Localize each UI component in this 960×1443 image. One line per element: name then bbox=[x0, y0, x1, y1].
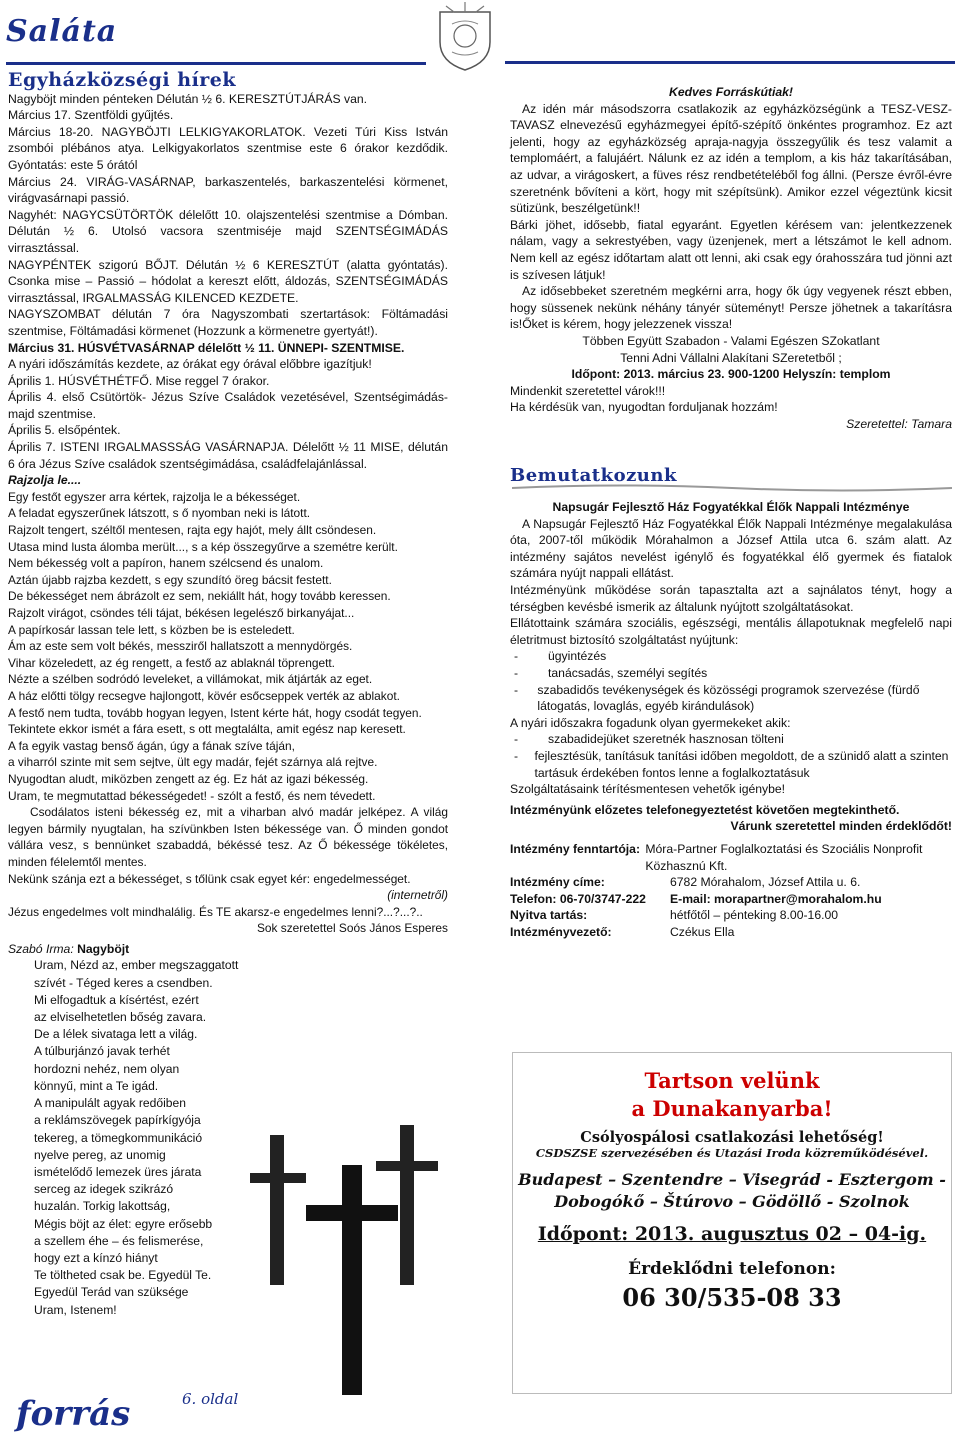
question-line: Ha kérdésük van, nyugodtan forduljanak hozzám! bbox=[510, 400, 778, 415]
news-line: Április 7. ISTENI IRGALMASSSÁG VASÁRNAPJA. Délelőtt ½ 11 MISE, délután 6 óra Jézus Szíve családok szentségimádása, családfelajánlással. bbox=[8, 440, 448, 471]
info-row: Intézményvezető: Czékus Ella bbox=[510, 924, 735, 939]
ad-headline: Tartson velünk bbox=[644, 1068, 820, 1093]
ad-phone: 06 30/535-08 33 bbox=[622, 1283, 842, 1312]
prayer-line: Rajzolt virágot, csöndes téli tájat, békésen legelésző birkanyájat... bbox=[8, 606, 355, 620]
news-line: Március 17. Szentföldi gyűjtés. bbox=[8, 108, 174, 123]
info-row: Nyitva tartás: hétfőtől – pénteking 8.00-16.00 bbox=[510, 908, 839, 923]
prayer-line: A ház előtti tölgy recsegve hajlongott, kövér esőcseppek verték az ablakot. bbox=[8, 688, 400, 703]
info-row: Intézmény címe: 6782 Mórahalom, József Attila u. 6. bbox=[510, 875, 861, 890]
prayer-line: Nem békesség volt a papíron, hanem szélcsend és unalom. bbox=[8, 556, 324, 571]
event-time: Időpont: 2013. március 23. 900-1200 Helyszín: templom bbox=[571, 367, 891, 382]
poem-line: Egyedül Terád van szüksége bbox=[34, 1285, 189, 1300]
news-line: NAGYSZOMBAT délután 7 óra Nagyszombati szertartások: Föltámadási szentmise, Föltámadási körmenet (Hozzunk a körmenetre gyertyát!). bbox=[8, 307, 448, 338]
poem-line: De a lélek sivataga lett a világ. bbox=[34, 1027, 198, 1042]
ad-route: Budapest – Szentendre – Visegrád - Esztergom - Dobogókő – Štúrovo – Gödöllő - Szolnok bbox=[518, 1170, 946, 1211]
prayer-line: Nekünk szánja ezt a békességet, s tőlünk csak egyet kér: engedelmességet. bbox=[8, 871, 411, 886]
intro-paragraph: Ellátottaink számára szociális, egészségi, mentális állapotuknak megfelelő napi életritmust biztosító szolgáltatást nyújtunk: bbox=[510, 616, 952, 647]
ad-organizer: CSDSZSE szervezésében és Utazási Iroda közreműködésével. bbox=[535, 1146, 929, 1160]
news-line: A nyári időszámítás kezdete, az órákat egy órával előbbre igazítjuk! bbox=[8, 357, 372, 372]
three-crosses-image bbox=[250, 1095, 490, 1395]
prayer-line: Aztán újabb rajzba kezdett, s egy szundító öreg bácsit festett. bbox=[8, 572, 332, 587]
right-column bbox=[510, 84, 952, 941]
prayer-line: Nyugodtan aludt, miközben zengett az ég. Ez hát az igazi békesség. bbox=[8, 771, 369, 786]
signoff: Szeretettel: Tamara bbox=[846, 416, 952, 431]
prayer-closing: Jézus engedelmes volt mindhalálig. És TE akarsz-e engedelmes lenni?...?...?.. bbox=[8, 904, 423, 919]
poem-line: A manipulált agyak redőiben bbox=[34, 1096, 186, 1111]
logo-text: forrás bbox=[16, 1394, 131, 1434]
prayer-signature: Sok szeretettel Soós János Esperes bbox=[256, 921, 448, 936]
news-line: Április 5. elsőpéntek. bbox=[8, 423, 121, 438]
news-line: Április 1. HÚSVÉTHÉTFŐ. Mise reggel 7 órakor. bbox=[8, 373, 270, 388]
header-rule bbox=[6, 62, 426, 65]
ad-subline: Csólyospálosi csatlakozási lehetőség! bbox=[580, 1129, 884, 1146]
page-header bbox=[6, 14, 426, 60]
poem-line: hordozni nehéz, nem olyan bbox=[34, 1061, 180, 1076]
forras-logo bbox=[6, 1385, 172, 1435]
prayer-line: Egy festőt egyszer arra kértek, rajzolja le a békességet. bbox=[8, 489, 301, 504]
ad-headline: a Dunakanyarba! bbox=[631, 1096, 833, 1121]
news-line: Március 31. HÚSVÉTVASÁRNAP délelőtt ½ 11. ÜNNEPI- SZENTMISE. bbox=[8, 340, 405, 355]
prayer-text bbox=[8, 489, 448, 937]
poem-line: könnyű, mint a Te igád. bbox=[34, 1078, 159, 1093]
poem-line: Mégis böjt az élet: egyre erősebb bbox=[34, 1216, 213, 1231]
prayer-title: Rajzolja le.... bbox=[8, 473, 82, 488]
poem-line: Uram, Nézd az, ember megszaggatott bbox=[34, 958, 239, 973]
poem-line: szívét - Téged keres a csendben. bbox=[34, 975, 213, 990]
poem-line: az elviselhetetlen bőség zavara. bbox=[34, 1010, 207, 1025]
prayer-line: Utasa mind lusta álomba merült..., s a kép összegyűrve a szemétre került. bbox=[8, 539, 398, 554]
poem-line: Uram, Istenem! bbox=[34, 1302, 117, 1317]
phone-note: Intézményünk előzetes telefonegyeztetést követően megtekinthető. bbox=[510, 802, 900, 817]
poem-title: Nagyböjt bbox=[77, 941, 130, 956]
summer-item: - szabadidejüket szeretnék hasznosan tölteni bbox=[514, 732, 784, 747]
paragraph: Bárki jöhet, idősebb, fiatal egyaránt. Egyetlen kérésem van: jelentkezzenek nálam, vagy a sekrestyében, vagy üzenjenek, mert a létszámot le kell adnom. Nem kell az egész időtartam alatt ott lenni, aki csak egy órahosszára tud jönni azt is szívesen látjuk! bbox=[510, 217, 952, 282]
decorative-divider-icon bbox=[512, 483, 952, 493]
news-line: Nagyhét: NAGYCSÜTÖRTÖK délelőtt 10. olajszentelési szentmise a Dómban. Délután ½ 6. Utolsó vacsora szentmiséje majd SZENTSÉGIMÁDÁS virrasztással. bbox=[8, 207, 448, 255]
prayer-line: Nézte a szélben sodródó leveleket, a villámokat, mik átjárták az eget. bbox=[8, 672, 373, 687]
ad-date: Időpont: 2013. augusztus 02 – 04-ig. bbox=[537, 1223, 927, 1245]
prayer-line: Tekintete ekkor ismét a fára esett, s ott megtalálta, amit egész nap keresett. bbox=[8, 722, 406, 737]
poem-line: a szellem éhe – és felismerése, bbox=[34, 1233, 204, 1248]
news-line: Április 4. első Csütörtök- Jézus Szíve Családok vezetésével, Szentségimádás- majd szentmise. bbox=[8, 390, 448, 421]
header-title: Saláta bbox=[6, 14, 118, 49]
prayer-line: a viharról szinte mit sem sejtve, ült egy madár, fejét szárnya alá rejtve. bbox=[8, 755, 378, 770]
info-row: Telefon: 06-70/3747-222 E-mail: morapartner@morahalom.hu bbox=[510, 891, 882, 906]
news-line: Nagyböjt minden pénteken Délután ½ 6. KERESZTÚTJÁRÁS van. bbox=[8, 91, 368, 106]
service-item: - szabadidős tevékenységek és közösségi programok szervezése (fürdő látogatás, lovaglás, egyéb kirándulások) bbox=[514, 682, 920, 714]
prayer-line: Vihar közeledett, az ég rengett, a festő az ablaknál töprengett. bbox=[8, 655, 335, 670]
section-heading-news: Egyházközségi hírek bbox=[8, 69, 237, 91]
page-number: 6. oldal bbox=[182, 1390, 239, 1408]
prayer-line: A feladat egyszerűnek látszott, s ő nyomban neki is látott. bbox=[8, 506, 311, 521]
poem-line: serceg az idegek szikrázó bbox=[34, 1182, 174, 1197]
header-rule-right bbox=[505, 61, 955, 64]
prayer-source: (internetről) bbox=[387, 888, 448, 903]
fees-note: Szolgáltatásaink térítésmentesen vehetők igénybe! bbox=[510, 782, 786, 797]
prayer-line: Uram, te megmutattad békességedet! - szólt a festő, és nem tévedett. bbox=[8, 788, 376, 803]
summer-item: - fejlesztésük, tanításuk tanítási időben megoldott, de a szünidő alatt a szinten tartásuk érdekében fontos lenne a foglalkoztatásuk bbox=[514, 748, 949, 780]
welcome-line: Mindenkit szeretettel várok!!! bbox=[510, 383, 666, 398]
prayer-line: Ám az este sem volt békés, messziről hallatszott a mennydörgés. bbox=[8, 639, 353, 654]
trip-advertisement bbox=[512, 1052, 952, 1394]
poem-line: ismételődő lemezek üres járata bbox=[34, 1164, 202, 1179]
waiting-note: Várunk szeretettel minden érdeklődőt! bbox=[730, 819, 952, 834]
poem-heading bbox=[8, 941, 448, 958]
ad-phone-label: Érdeklődni telefonon: bbox=[628, 1259, 836, 1279]
info-row: Intézmény fenntartója: Móra-Partner Foglalkoztatási és Szociális Nonprofit Közhasznú Kft. bbox=[510, 841, 923, 873]
acronym-line: Többen Együtt Szabadon - Valami Egészen SZokatlant bbox=[582, 333, 880, 348]
poem-line: a reklámszövegek papírkígyója bbox=[34, 1113, 201, 1128]
prayer-line: A fa egyik vastag benső ágán, úgy a fának szíve táján, bbox=[8, 738, 295, 753]
intro-paragraph: Intézményünk működése során tapasztalta azt a sajnálatos tényt, hogy a térségben kevésbé ismerik az általunk nyújtott szolgáltatásokat. bbox=[510, 583, 952, 614]
parish-crest-icon bbox=[432, 2, 498, 72]
paragraph: Az idősebbeket szeretném megkérni arra, hogy ők úgy vegyenek részt ebben, hogy süssenek nekünk néhány tányér süteményt! Persze jöhetnek a takarításra is!Őket is kérem, hogy jelezzenek vissza! bbox=[510, 284, 952, 332]
paragraph: Az idén már másodszorra csatlakozik az egyházközségünk a TESZ-VESZ-TAVASZ elnevezésű egyházmegyei építő-szépítő önkéntes programhoz. Ez azt jelenti, hogy az egyházközség apraja-nagyja összegyűlik és tesz valamit a templomáért, a falujáért. Nálunk ez az idén a templom, a kis ház takarításában, az udvar, a virágoskert, a füves rész rendbetételéből fog állni. (Persze évről-évre szeretnénk bővíteni a kört, hogy mit szépítsünk). Amikor ezzel végeztünk kicsit sütizünk, beszélgetünk!! bbox=[510, 101, 952, 216]
poem-line: A túlburjánzó javak terhét bbox=[34, 1044, 170, 1059]
poem-line: Te töltheted csak be. Egyedül Te. bbox=[34, 1268, 212, 1283]
prayer-line: Csodálatos isteni békesség ez, mit a viharban alvó madár jelképez. A világ legyen bármily nyugtalan, ha szívünkben Isten békessége van. Ő minden gondot vállára vesz, s bennünket szabaddá, békéssé tesz. Az Ő békessége tökéletes, minden félelemtől mentes. bbox=[8, 805, 448, 869]
prayer-line: Rajzolt tengert, széltől mentesen, rajta egy hajót, mely állt csöndesen. bbox=[8, 523, 377, 538]
service-item: - ügyintézés bbox=[514, 649, 607, 664]
news-line: Március 18-20. NAGYBÖJTI LELKIGYAKORLATOK. Vezeti Túri Kiss István zsombói plébános atya. Lelkigyakorlatos szentmise este 6 órakor kezdődik. Gyóntatás: este 5 órától bbox=[8, 124, 448, 172]
news-line: NAGYPÉNTEK szigorú BŐJT. Délután ½ 6 KERESZTÚT (alatta gyóntatás). Csonka mise – Passió – hódolat a kereszt előtt, áldozás, SZENTSÉGIMÁDÁS virrasztással, IRGALMASSÁG KILENCED KEZDETE. bbox=[8, 257, 448, 305]
institution-name: Napsugár Fejlesztő Ház Fogyatékkal Élők Nappali Intézménye bbox=[552, 500, 910, 515]
prayer-line: De békességet nem ábrázolt ez sem, nekiállt hát, hogy tovább keressen. bbox=[8, 589, 391, 604]
summer-intro: A nyári időszakra fogadunk olyan gyermekeket akik: bbox=[510, 715, 791, 730]
greeting: Kedves Forráskútiak! bbox=[669, 85, 793, 99]
prayer-line: A festő nem tudta, tovább hogyan legyen, Istent kérte hát, hogy csodát tegyen. bbox=[8, 705, 422, 720]
poem-line: hogy ezt a kínzó hiányt bbox=[34, 1250, 158, 1265]
poem-line: nyelve pereg, az unomig bbox=[34, 1147, 166, 1162]
poem-line: Mi elfogadtuk a kísértést, ezért bbox=[34, 992, 199, 1007]
poem-line: huzalán. Torkig lakottság, bbox=[34, 1199, 171, 1214]
prayer-line: A papírkosár lassan tele lett, s közben be is esteledett. bbox=[8, 622, 295, 637]
section-heading-intro: Bemutatkozunk bbox=[510, 465, 677, 487]
poem-line: tekereg, a tömegkommunikáció bbox=[34, 1130, 203, 1145]
service-item: - tanácsadás, személyi segítés bbox=[514, 666, 708, 680]
poem-author: Szabó Irma: bbox=[8, 941, 78, 956]
acronym-line: Tenni Adni Vállalni Alakítani SZeretetből ; bbox=[620, 350, 842, 365]
intro-paragraph: A Napsugár Fejlesztő Ház Fogyatékkal Élők Nappali Intézménye megalakulása óta, 2007-től működik Mórahalmon a József Attila utca 6. szám alatt. Az intézmény sajátos nevelést igénylő és fogyatékkal élő gyermek és fiatalok számára nyújt nappali ellátást. bbox=[510, 516, 952, 581]
news-line: Március 24. VIRÁG-VASÁRNAP, barkaszentelés, barkaszentelési körmenet, virágvasárnapi passió. bbox=[8, 174, 448, 206]
